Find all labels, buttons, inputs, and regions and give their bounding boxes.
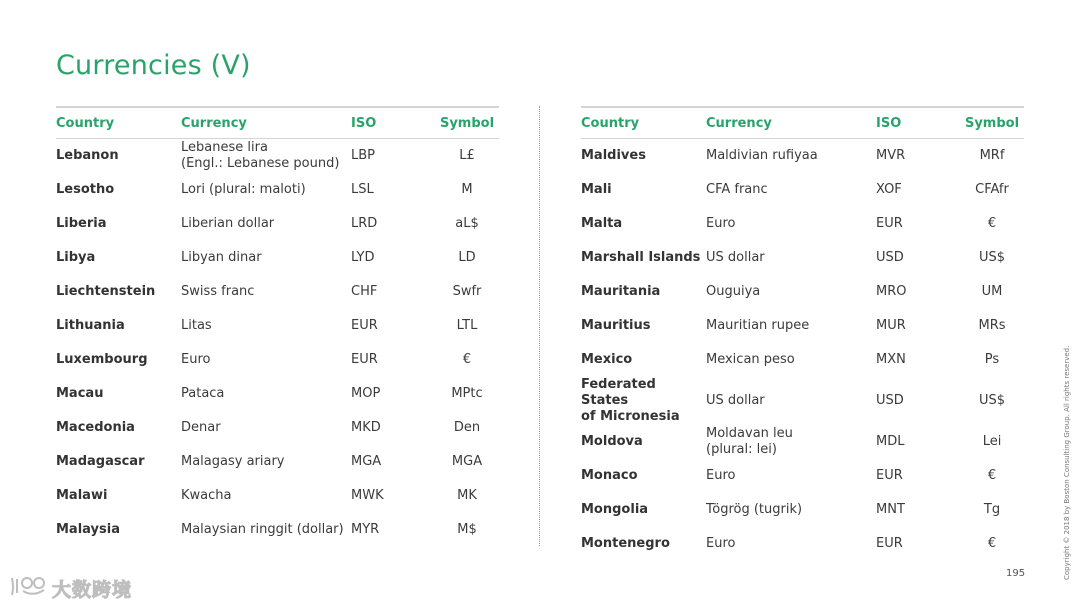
symbol-cell: MK bbox=[457, 488, 477, 503]
table-row bbox=[56, 479, 499, 513]
symbol-cell: € bbox=[987, 536, 997, 551]
country-cell: Lesotho bbox=[56, 182, 115, 197]
currency-cell: Denar bbox=[181, 420, 221, 435]
table-row bbox=[56, 411, 499, 445]
table-header-row bbox=[56, 107, 499, 139]
symbol-cell: L£ bbox=[459, 148, 475, 163]
table-header-row bbox=[581, 107, 1024, 139]
currency-cell: Swiss franc bbox=[181, 284, 255, 299]
header-country: Country bbox=[56, 115, 115, 131]
country-cell: Macau bbox=[56, 386, 104, 401]
header-currency: Currency bbox=[181, 115, 247, 131]
table-row bbox=[581, 139, 1024, 174]
country-cell: Luxembourg bbox=[56, 352, 148, 367]
country-cell: Federated States of Micronesia bbox=[581, 377, 680, 424]
symbol-cell: M bbox=[461, 182, 473, 197]
symbol-cell: MRf bbox=[979, 148, 1005, 163]
column-divider bbox=[539, 106, 540, 546]
symbol-cell: MRs bbox=[978, 318, 1006, 333]
currency-cell: Euro bbox=[181, 352, 211, 367]
symbol-cell: MGA bbox=[451, 454, 483, 469]
header-iso: ISO bbox=[351, 115, 377, 131]
country-cell: Mali bbox=[581, 182, 612, 197]
symbol-cell: Tg bbox=[983, 502, 1001, 517]
currency-table-right bbox=[581, 106, 1024, 561]
table-row bbox=[56, 275, 499, 309]
currency-cell: Euro bbox=[706, 536, 736, 551]
iso-cell: MUR bbox=[876, 318, 906, 333]
currency-cell: Libyan dinar bbox=[181, 250, 262, 265]
currency-cell: Mauritian rupee bbox=[706, 318, 810, 333]
currency-cell: Litas bbox=[181, 318, 212, 333]
country-cell: Malawi bbox=[56, 488, 108, 503]
watermark-logo-icon bbox=[8, 574, 48, 602]
iso-cell: EUR bbox=[876, 216, 903, 231]
iso-cell: USD bbox=[876, 250, 904, 265]
iso-cell: MOP bbox=[351, 386, 381, 401]
page-number: 195 bbox=[1006, 568, 1026, 579]
currency-cell: Ouguiya bbox=[706, 284, 761, 299]
symbol-cell: M$ bbox=[457, 522, 477, 537]
iso-cell: LYD bbox=[351, 250, 375, 265]
table-row bbox=[56, 139, 499, 174]
currency-cell: Lori (plural: maloti) bbox=[181, 182, 306, 197]
currency-cell: Malaysian ringgit (dollar) bbox=[181, 522, 344, 537]
symbol-cell: aL$ bbox=[455, 216, 479, 231]
symbol-cell: € bbox=[462, 352, 472, 367]
currency-cell: Mexican peso bbox=[706, 352, 795, 367]
header-symbol: Symbol bbox=[439, 115, 495, 131]
symbol-cell: € bbox=[987, 216, 997, 231]
table-row bbox=[56, 445, 499, 479]
header-currency: Currency bbox=[706, 115, 772, 131]
currency-cell: Moldavan leu (plural: lei) bbox=[706, 426, 793, 457]
country-cell: Libya bbox=[56, 250, 96, 265]
copyright-notice: Copyright © 2018 by Boston Consulting Group. All rights reserved. bbox=[1063, 345, 1071, 580]
table-row bbox=[581, 527, 1024, 561]
iso-cell: MGA bbox=[351, 454, 382, 469]
country-cell: Maldives bbox=[581, 148, 646, 163]
iso-cell: LBP bbox=[351, 148, 376, 163]
iso-cell: MXN bbox=[876, 352, 906, 367]
currency-cell: US dollar bbox=[706, 250, 765, 265]
header-symbol: Symbol bbox=[964, 115, 1020, 131]
iso-cell: MRO bbox=[876, 284, 907, 299]
country-cell: Mauritania bbox=[581, 284, 661, 299]
page-title: Currencies (V) bbox=[56, 50, 251, 81]
table-row bbox=[56, 513, 499, 547]
country-cell: Marshall Islands bbox=[581, 250, 701, 265]
table-row bbox=[56, 309, 499, 343]
currency-cell: Tögrög (tugrik) bbox=[706, 502, 803, 517]
symbol-cell: Lei bbox=[982, 434, 1002, 449]
iso-cell: MDL bbox=[876, 434, 905, 449]
currency-cell: Euro bbox=[706, 468, 736, 483]
table-row bbox=[581, 309, 1024, 343]
symbol-cell: LD bbox=[458, 250, 476, 265]
header-iso: ISO bbox=[876, 115, 902, 131]
table-row bbox=[581, 343, 1024, 377]
currency-table-left bbox=[56, 106, 499, 547]
symbol-cell: LTL bbox=[456, 318, 478, 333]
symbol-cell: Ps bbox=[984, 352, 1000, 367]
iso-cell: EUR bbox=[351, 318, 378, 333]
table-row bbox=[581, 425, 1024, 459]
header-country: Country bbox=[581, 115, 640, 131]
symbol-cell: US$ bbox=[978, 250, 1006, 265]
currency-cell: Euro bbox=[706, 216, 736, 231]
symbol-cell: MPtc bbox=[451, 386, 483, 401]
iso-cell: LSL bbox=[351, 182, 374, 197]
table-row bbox=[581, 275, 1024, 309]
iso-cell: EUR bbox=[876, 536, 903, 551]
table-row bbox=[56, 173, 499, 207]
table-row bbox=[581, 241, 1024, 275]
currency-cell: Malagasy ariary bbox=[181, 454, 285, 469]
iso-cell: CHF bbox=[351, 284, 378, 299]
country-cell: Mauritius bbox=[581, 318, 651, 333]
table-row bbox=[56, 207, 499, 241]
table-row bbox=[56, 377, 499, 411]
currency-cell: Liberian dollar bbox=[181, 216, 275, 231]
currency-cell: Maldivian rufiyaa bbox=[706, 148, 818, 163]
iso-cell: USD bbox=[876, 393, 904, 408]
iso-cell: MVR bbox=[876, 148, 906, 163]
symbol-cell: Den bbox=[453, 420, 481, 435]
symbol-cell: € bbox=[987, 468, 997, 483]
country-cell: Malaysia bbox=[56, 522, 120, 537]
iso-cell: MWK bbox=[351, 488, 384, 503]
iso-cell: MYR bbox=[351, 522, 380, 537]
iso-cell: XOF bbox=[876, 182, 902, 197]
country-cell: Lebanon bbox=[56, 148, 119, 163]
country-cell: Macedonia bbox=[56, 420, 135, 435]
country-cell: Mexico bbox=[581, 352, 633, 367]
table-row bbox=[56, 343, 499, 377]
country-cell: Montenegro bbox=[581, 536, 670, 551]
country-cell: Liechtenstein bbox=[56, 284, 156, 299]
iso-cell: EUR bbox=[351, 352, 378, 367]
iso-cell: MKD bbox=[351, 420, 381, 435]
symbol-cell: CFAfr bbox=[975, 182, 1009, 197]
iso-cell: EUR bbox=[876, 468, 903, 483]
table-row bbox=[581, 377, 1024, 425]
currency-cell: US dollar bbox=[706, 393, 765, 408]
currency-cell: Kwacha bbox=[181, 488, 232, 503]
country-cell: Madagascar bbox=[56, 454, 145, 469]
watermark bbox=[8, 574, 132, 602]
table-row bbox=[56, 241, 499, 275]
watermark-text: 大数跨境 bbox=[52, 578, 133, 601]
symbol-cell: US$ bbox=[978, 393, 1006, 408]
symbol-cell: UM bbox=[981, 284, 1003, 299]
country-cell: Monaco bbox=[581, 468, 638, 483]
table-row bbox=[581, 207, 1024, 241]
table-row bbox=[581, 173, 1024, 207]
iso-cell: MNT bbox=[876, 502, 905, 517]
currency-cell: CFA franc bbox=[706, 182, 768, 197]
symbol-cell: Swfr bbox=[452, 284, 482, 299]
country-cell: Moldova bbox=[581, 434, 643, 449]
table-row bbox=[581, 459, 1024, 493]
country-cell: Liberia bbox=[56, 216, 107, 231]
country-cell: Malta bbox=[581, 216, 623, 231]
currency-cell: Pataca bbox=[181, 386, 225, 401]
table-row bbox=[581, 493, 1024, 527]
currency-cell: Lebanese lira (Engl.: Lebanese pound) bbox=[181, 140, 340, 171]
country-cell: Lithuania bbox=[56, 318, 125, 333]
country-cell: Mongolia bbox=[581, 502, 649, 517]
iso-cell: LRD bbox=[351, 216, 378, 231]
